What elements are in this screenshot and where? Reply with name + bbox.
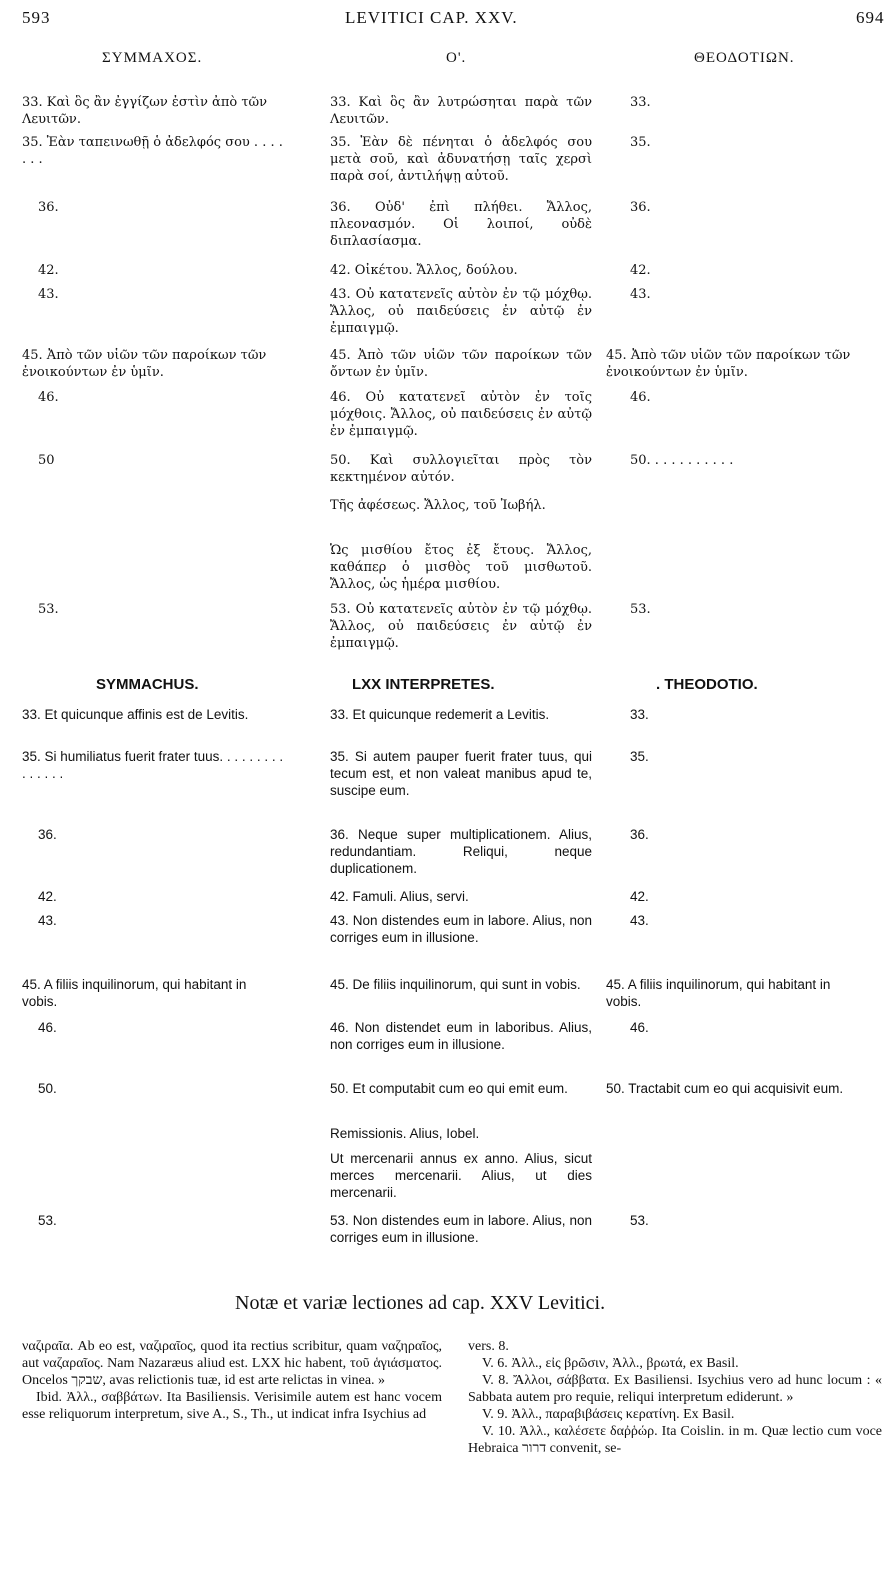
latin-symmachus-45: 45. A filiis inquilinorum, qui habitant in vobis.: [22, 977, 247, 1009]
page-number-right: 694: [856, 8, 885, 27]
latin-lxx-mercenary: Ut mercenarii annus ex anno. Alius, sicut merces mercenarii. Alius, ut dies mercenarii.: [330, 1151, 592, 1200]
notes-left-column: [22, 1338, 442, 1423]
latin-symmachus-36: 36.: [38, 827, 57, 842]
greek-lxx-33: 33. Καὶ ὃς ἂν λυτρώσηται παρὰ τῶν Λευιτῶν.: [330, 95, 592, 127]
latin-lxx-46: 46. Non distendet eum in laboribus. Alius, non corriges eum in illusione.: [330, 1020, 592, 1052]
greek-lxx-46: 46. Οὐ κατατενεῖ αὐτὸν ἐν τοῖς μόχθοις. Ἄλλος, οὐ παιδεύσεις ἐν αὐτῷ ἐν ἐμπαιγμῷ.: [330, 390, 592, 439]
greek-lxx-35: 35. Ἐὰν δὲ πένηται ὁ ἀδελφός σου μετὰ σοῦ, καὶ ἀδυνατήσῃ ταῖς χερσὶ παρὰ σοί, ἀντιλήψῃ αὐτοῦ.: [330, 135, 592, 184]
latin-theodotion-36: 36.: [630, 827, 649, 842]
header-lxx-latin: LXX INTERPRETES.: [352, 676, 495, 693]
latin-theodotion-45: 45. A filiis inquilinorum, qui habitant in vobis.: [606, 977, 831, 1009]
note-line: vers. 8.: [468, 1339, 509, 1354]
greek-symmachus-33: 33. Καὶ ὃς ἂν ἐγγίζων ἐστὶν ἀπὸ τῶν Λευιτῶν.: [22, 95, 268, 127]
greek-theodotion-35: 35.: [630, 135, 651, 150]
greek-theodotion-50: 50. . . . . . . . . . .: [630, 453, 734, 468]
greek-lxx-remission: Τῆς ἀφέσεως. Ἄλλος, τοῦ Ἰωβήλ.: [330, 498, 546, 513]
greek-symmachus-53: 53.: [38, 602, 59, 617]
greek-lxx-53: 53. Οὐ κατατενεῖς αὐτὸν ἐν τῷ μόχθῳ. Ἄλλος, οὐ παιδεύσεις ἐν αὐτῷ ἐν ἐμπαιγμῷ.: [330, 602, 592, 651]
notes-title: Notæ et variæ lectiones ad cap. XXV Levitici.: [235, 1292, 606, 1314]
header-theodotion-latin: . THEODOTIO.: [656, 676, 758, 693]
greek-lxx-43: 43. Οὐ κατατενεῖς αὐτὸν ἐν τῷ μόχθῳ. Ἄλλος, οὐ παιδεύσεις ἐν αὐτῷ ἐν ἐμπαιγμῷ.: [330, 287, 592, 336]
greek-lxx-50: 50. Καὶ συλλογιεῖται πρὸς τὸν κεκτημένον αὐτόν.: [330, 453, 592, 485]
greek-theodotion-36: 36.: [630, 200, 651, 215]
greek-theodotion-33: 33.: [630, 95, 651, 110]
greek-theodotion-46: 46.: [630, 390, 651, 405]
greek-symmachus-50: 50: [38, 453, 55, 468]
note-line: V. 9. Ἀλλ., παραβιβάσεις κερατίνη. Ex Basil.: [482, 1407, 735, 1422]
latin-lxx-53: 53. Non distendes eum in labore. Alius, non corriges eum in illusione.: [330, 1213, 592, 1245]
latin-theodotion-50: 50. Tractabit cum eo qui acquisivit eum.: [606, 1081, 844, 1096]
greek-symmachus-35: 35. Ἐὰν ταπεινωθῇ ὁ ἀδελφός σου . . . . . . .: [22, 135, 283, 167]
latin-lxx-remission: Remissionis. Alius, Iobel.: [330, 1126, 480, 1141]
latin-lxx-45: 45. De filiis inquilinorum, qui sunt in vobis.: [330, 977, 581, 992]
greek-theodotion-45: 45. Ἀπὸ τῶν υἱῶν τῶν παροίκων τῶν ἐνοικούντων ἐν ὑμῖν.: [606, 348, 851, 380]
latin-symmachus-53: 53.: [38, 1213, 57, 1228]
latin-theodotion-53: 53.: [630, 1213, 649, 1228]
running-title: LEVITICI CAP. XXV.: [345, 8, 518, 27]
latin-lxx-35: 35. Si autem pauper fuerit frater tuus, qui tecum est, et non valeat manibus apud te, suscipe eum.: [330, 749, 592, 798]
latin-lxx-50: 50. Et computabit cum eo qui emit eum.: [330, 1081, 568, 1096]
greek-symmachus-45: 45. Ἀπὸ τῶν υἱῶν τῶν παροίκων τῶν ἐνοικούντων ἐν ὑμῖν.: [22, 348, 267, 380]
latin-theodotion-42: 42.: [630, 889, 649, 904]
latin-lxx-33: 33. Et quicunque redemerit a Levitis.: [330, 707, 550, 722]
greek-lxx-mercenary: Ὡς μισθίου ἔτος ἐξ ἔτους. Ἄλλος, καθάπερ ὁ μισθὸς τοῦ μισθωτοῦ. Ἄλλος, ὡς ἡμέρα μισθίου.: [330, 543, 592, 592]
greek-lxx-42: 42. Οἰκέτου. Ἄλλος, δούλου.: [330, 263, 518, 278]
note-line: V. 10. Ἀλλ., καλέσετε δαῤῥώρ. Ita Coislin. in m. Quæ lectio cum voce Hebraica דרור convenit, se-: [468, 1424, 882, 1456]
note-line: V. 6. Ἀλλ., εἰς βρῶσιν, Ἀλλ., βρωτά, ex Basil.: [482, 1356, 739, 1371]
latin-symmachus-42: 42.: [38, 889, 57, 904]
greek-theodotion-43: 43.: [630, 287, 651, 302]
greek-theodotion-53: 53.: [630, 602, 651, 617]
latin-lxx-43: 43. Non distendes eum in labore. Alius, non corriges eum in illusione.: [330, 913, 592, 945]
latin-lxx-36: 36. Neque super multiplicationem. Alius, redundantiam. Reliqui, neque duplicationem.: [330, 827, 592, 876]
latin-theodotion-35: 35.: [630, 749, 649, 764]
page-number-left: 593: [22, 8, 51, 27]
header-symmachus-latin: SYMMACHUS.: [96, 676, 199, 693]
latin-symmachus-46: 46.: [38, 1020, 57, 1035]
latin-lxx-42: 42. Famuli. Alius, servi.: [330, 889, 469, 904]
latin-theodotion-43: 43.: [630, 913, 649, 928]
header-symmachus-greek: ΣΥΜΜΑΧΟΣ.: [102, 50, 203, 66]
latin-symmachus-35: 35. Si humiliatus fuerit frater tuus. . . . . . . . . . . . . . .: [22, 749, 284, 781]
latin-symmachus-43: 43.: [38, 913, 57, 928]
latin-symmachus-50: 50.: [38, 1081, 57, 1096]
latin-symmachus-33: 33. Et quicunque affinis est de Levitis.: [22, 707, 249, 722]
header-lxx-greek: Ο'.: [446, 50, 467, 66]
header-theodotion-greek: ΘΕΟΔΟΤΙΩΝ.: [694, 50, 795, 66]
greek-lxx-45: 45. Ἀπὸ τῶν υἱῶν τῶν παροίκων τῶν ὄντων ἐν ὑμῖν.: [330, 348, 592, 380]
latin-theodotion-46: 46.: [630, 1020, 649, 1035]
note-paragraph: ναζιραῖα. Ab eo est, ναζιραῖος, quod ita rectius scribitur, quam ναζηραῖος, aut ναζαραῖος. Nam Nazaræus aliud est. LXX hic habent, τοῦ ἁγιάσματος. Oncelos שבקך, avas relictionis tuæ, id est arte relictas in vinea. »: [22, 1339, 442, 1388]
note-paragraph: Ibid. Ἀλλ., σαββάτων. Ita Basiliensis. Verisimile autem est hanc vocem esse reliquorum interpretum, sive A., S., Th., ut indicat infra Isychius ad: [22, 1390, 442, 1422]
greek-lxx-36: 36. Οὐδ' ἐπὶ πλήθει. Ἄλλος, πλεονασμόν. Οἱ λοιποί, οὐδὲ διπλασίασμα.: [330, 200, 592, 249]
greek-symmachus-36: 36.: [38, 200, 59, 215]
notes-right-column: [468, 1338, 882, 1457]
greek-theodotion-42: 42.: [630, 263, 651, 278]
greek-symmachus-46: 46.: [38, 390, 59, 405]
note-line: V. 8. Ἄλλοι, σάββατα. Ex Basiliensi. Isychius vero ad hunc locum : « Sabbata autem pro requie, reliqui interpretum ediderunt. »: [468, 1373, 882, 1405]
latin-theodotion-33: 33.: [630, 707, 649, 722]
greek-symmachus-42: 42.: [38, 263, 59, 278]
greek-symmachus-43: 43.: [38, 287, 59, 302]
